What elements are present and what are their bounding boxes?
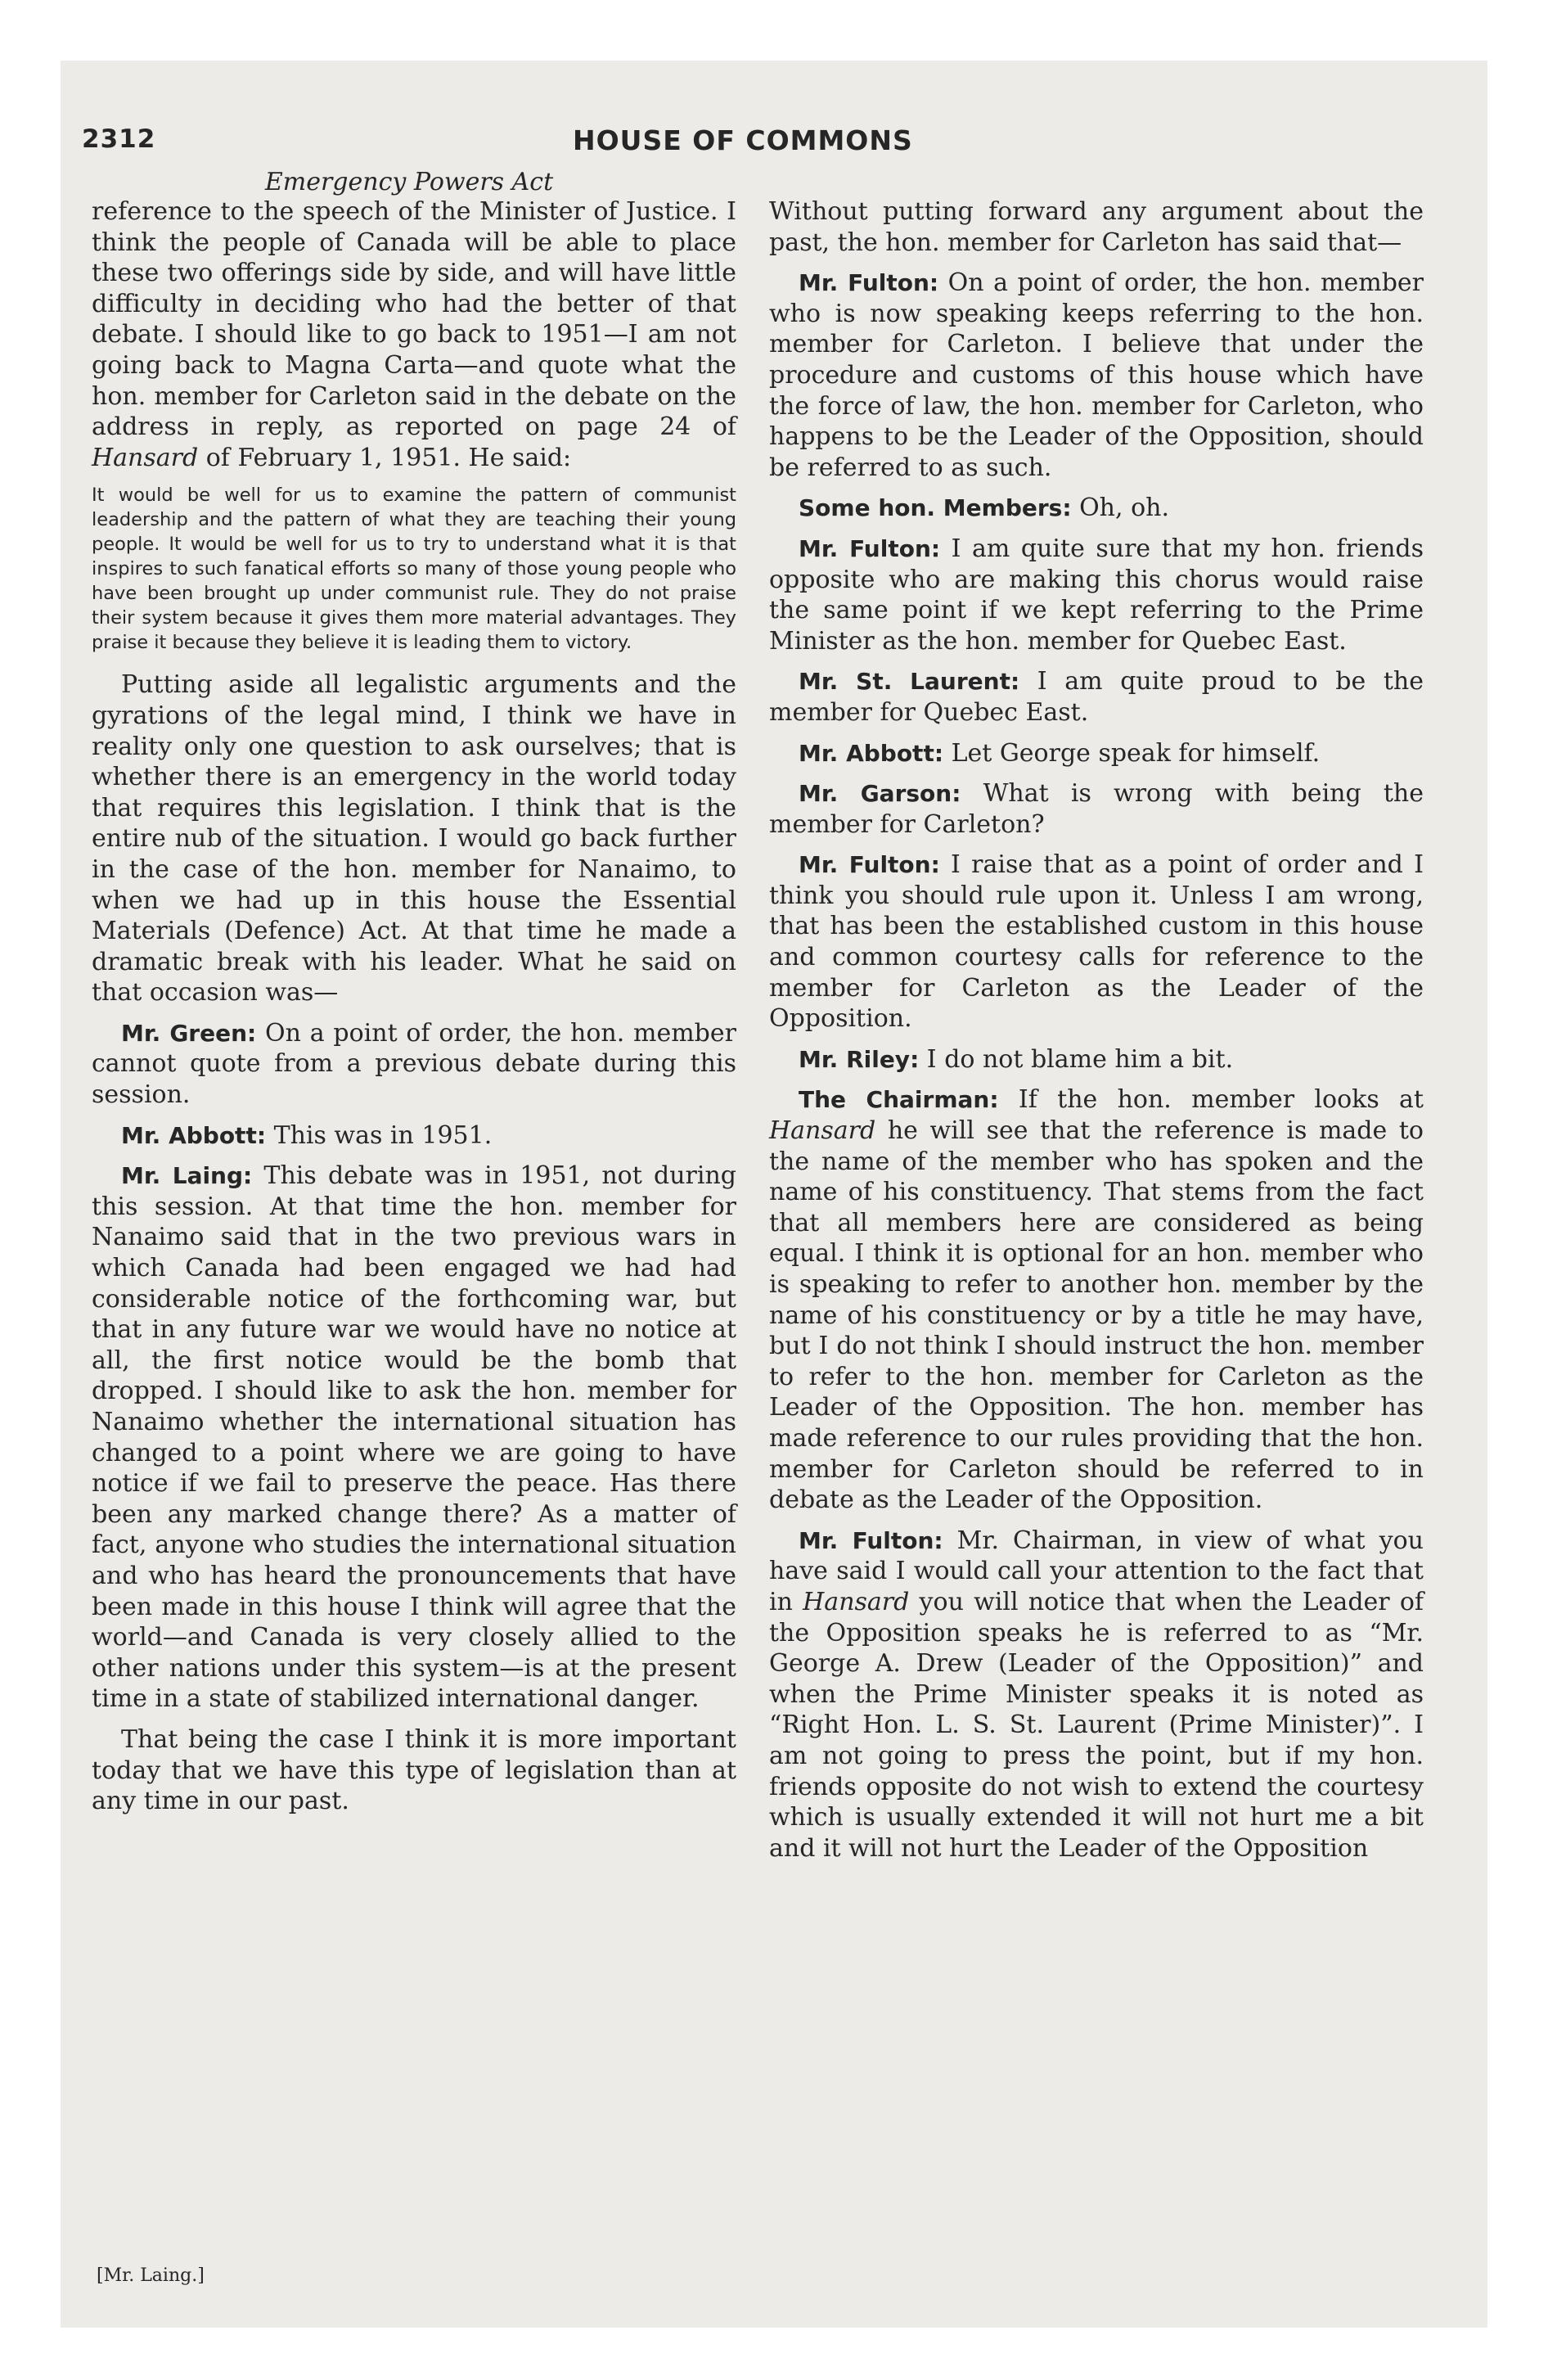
- speech-members: Some hon. Members: Oh, oh.: [799, 494, 1169, 523]
- speaker-name: Mr. Abbott:: [799, 739, 944, 767]
- speaker-name: Mr. Abbott:: [121, 1121, 267, 1149]
- speech-st-laurent: Mr. St. Laurent: I am quite proud to be the member for Quebec East.: [769, 667, 1424, 727]
- speaker-name: Mr. Green:: [121, 1019, 257, 1047]
- speech-green: Mr. Green: On a point of order, the hon. member cannot quote from a previous debate during this session.: [92, 1018, 736, 1110]
- speech-chairman: The Chairman: If the hon. member looks at Hansard he will see that the reference is made to the name of the member who has spoken and the name of his constituency. That stems from the fact that all members here are considered as being equal. I think it is optional for an hon. member who is speaking to refer to another hon. member by the name of his constituency or by a title he may have, but I do not think I should instruct the hon. member to refer to the hon. member for Carleton as the Leader of the Opposition. The hon. member has made reference to our rules providing that the hon. member for Carleton should be referred to in debate as the Leader of the Opposition.: [769, 1085, 1424, 1515]
- speaker-name: Mr. Fulton:: [799, 851, 940, 879]
- speech-riley: Mr. Riley: I do not blame him a bit.: [799, 1044, 1234, 1074]
- speaker-name: Some hon. Members:: [799, 494, 1072, 522]
- speech-abbott: Mr. Abbott: Let George speak for himself.: [799, 738, 1321, 768]
- page-header: [82, 124, 1440, 167]
- right-column: [769, 196, 1424, 1864]
- speaker-name: Mr. Garson:: [799, 780, 961, 808]
- paragraph: Putting aside all legalistic arguments and the gyrations of the legal mind, I think we have in reality only one question to ask ourselves; that is whether there is an emergency in the world today that requires this legislation. I think that is the entire nub of the situation. I would go back further in the case of the hon. member for Nanaimo, to when we had up in this house the Essential Materials (Defence) Act. At that time he made a dramatic break with his leader. What he said on that occasion was—: [92, 670, 736, 1007]
- speaker-name: Mr. Fulton:: [799, 269, 939, 297]
- speaker-name: Mr. Riley:: [799, 1045, 920, 1073]
- left-column: [92, 196, 736, 1817]
- speaker-name: The Chairman:: [799, 1086, 999, 1114]
- speech-laing: Mr. Laing: This debate was in 1951, not during this session. At that time the hon. member for Nanaimo said that in the two previous wars in which Canada had been engaged we had had considerable notice of the forthcoming war, but that in any future war we would have no notice at all, the first notice would be the bomb that dropped. I should like to ask the hon. member for Nanaimo whether the international situation has changed to a point where we are going to have notice if we fail to preserve the peace. Has there been any marked change there? As a matter of fact, anyone who studies the international situation and who has heard the pronouncements that have been made in this house I think will agree that the world—and Canada is very closely allied to the other nations under this system—is at the present time in a state of stabilized international danger.: [92, 1161, 736, 1714]
- paragraph: reference to the speech of the Minister of Justice. I think the people of Canada will be able to place these two offerings side by side, and will have little difficulty in deciding who had the better of that debate. I should like to go back to 1951—I am not going back to Magna Carta—and quote what the hon. member for Carleton said in the debate on the address in reply, as reported on page 24 of Hansard of February 1, 1951. He said:: [92, 197, 736, 472]
- speaker-name: Mr. Laing:: [121, 1162, 253, 1190]
- speech-garson: Mr. Garson: What is wrong with being the member for Carleton?: [769, 779, 1424, 839]
- section-title: Emergency Powers Act: [264, 168, 554, 196]
- speaker-name: Mr. St. Laurent:: [799, 668, 1020, 696]
- speech-fulton: Mr. Fulton: Mr. Chairman, in view of what you have said I would call your attention to the fact that in Hansard you will notice that when the Leader of the Opposition speaks he is referred to as “Mr. George A. Drew (Leader of the Opposition)” and when the Prime Minister speaks it is noted as “Right Hon. L. S. St. Laurent (Prime Minister)”. I am not going to press the point, but if my hon. friends opposite do not wish to extend the courtesy which is usually extended it will not hurt me a bit and it will not hurt the Leader of the Opposition: [769, 1526, 1424, 1863]
- page-number: 2312: [82, 124, 156, 154]
- speech-abbott: Mr. Abbott: This was in 1951.: [121, 1120, 493, 1150]
- quotation: It would be well for us to examine the pattern of communist leadership and the pattern of what they are teaching their young people. It would be well for us to try to understand what it is that inspires to such fanatical efforts so many of those young people who have been brought up under communist rule. They do not praise their system because it gives them more material advantages. They praise it because they believe it is leading them to victory.: [92, 485, 736, 654]
- paragraph: Without putting forward any argument about the past, the hon. member for Carleton has said that—: [769, 197, 1424, 257]
- running-title: HOUSE OF COMMONS: [573, 124, 913, 156]
- speaker-name: Mr. Fulton:: [799, 534, 941, 562]
- paragraph: That being the case I think it is more important today that we have this type of legislation than at any time in our past.: [92, 1724, 736, 1816]
- speaker-footer: [Mr. Laing.]: [97, 2265, 205, 2286]
- speech-fulton: Mr. Fulton: I raise that as a point of order and I think you should rule upon it. Unless I am wrong, that has been the established custom in this house and common courtesy calls for reference to the member for Carleton as the Leader of the Opposition.: [769, 850, 1424, 1034]
- speech-fulton: Mr. Fulton: I am quite sure that my hon. friends opposite who are making this chorus would raise the same point if we kept referring to the Prime Minister as the hon. member for Quebec East.: [769, 534, 1424, 656]
- speaker-name: Mr. Fulton:: [799, 1526, 943, 1554]
- speech-fulton: Mr. Fulton: On a point of order, the hon. member who is now speaking keeps referring to the hon. member for Carleton. I believe that under the procedure and customs of this house which have the force of law, the hon. member for Carleton, who happens to be the Leader of the Opposition, should be referred to as such.: [769, 268, 1424, 482]
